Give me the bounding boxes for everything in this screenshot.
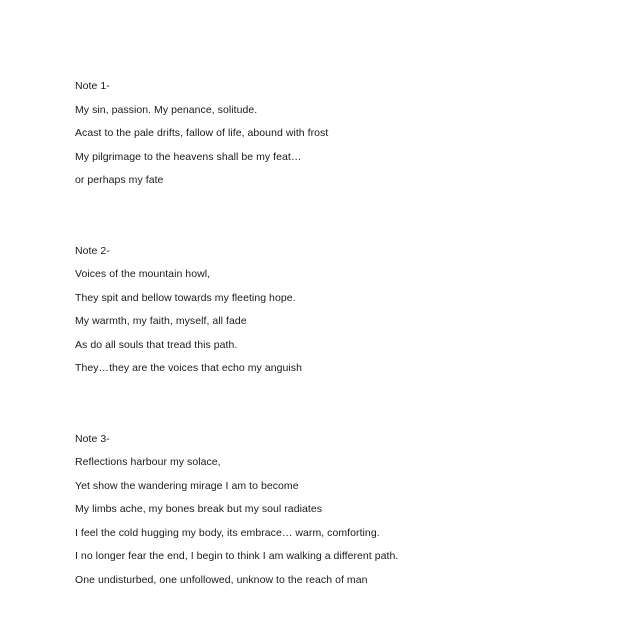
note-line: or perhaps my fate: [75, 174, 164, 186]
note-line: I feel the cold hugging my body, its embrace… warm, comforting.: [75, 526, 380, 539]
note-line: My limbs ache, my bones break but my soul radiates: [75, 503, 323, 515]
note-1: [75, 75, 605, 193]
note-line: My warmth, my faith, myself, all fade: [75, 315, 247, 327]
note-heading: Note 3-: [75, 432, 110, 445]
note-heading: Note 1-: [75, 80, 110, 92]
note-line: Yet show the wandering mirage I am to become: [75, 479, 299, 492]
note-line: I no longer fear the end, I begin to think I am walking a different path.: [75, 550, 399, 562]
note-line: Acast to the pale drifts, fallow of life, abound with frost: [75, 127, 329, 139]
note-line: They…they are the voices that echo my anguish: [75, 362, 302, 374]
document-page: [75, 75, 605, 592]
note-line: Reflections harbour my solace,: [75, 456, 221, 468]
note-3: [75, 428, 605, 593]
note-line: Voices of the mountain howl,: [75, 268, 211, 280]
note-line: My sin, passion. My penance, solitude.: [75, 103, 258, 116]
note-line: My pilgrimage to the heavens shall be my feat…: [75, 150, 302, 163]
note-2: [75, 240, 605, 381]
note-heading: Note 2-: [75, 244, 110, 257]
note-line: One undisturbed, one unfollowed, unknow to the reach of man: [75, 573, 368, 586]
note-line: They spit and bellow towards my fleeting hope.: [75, 291, 296, 304]
note-line: As do all souls that tread this path.: [75, 338, 238, 351]
